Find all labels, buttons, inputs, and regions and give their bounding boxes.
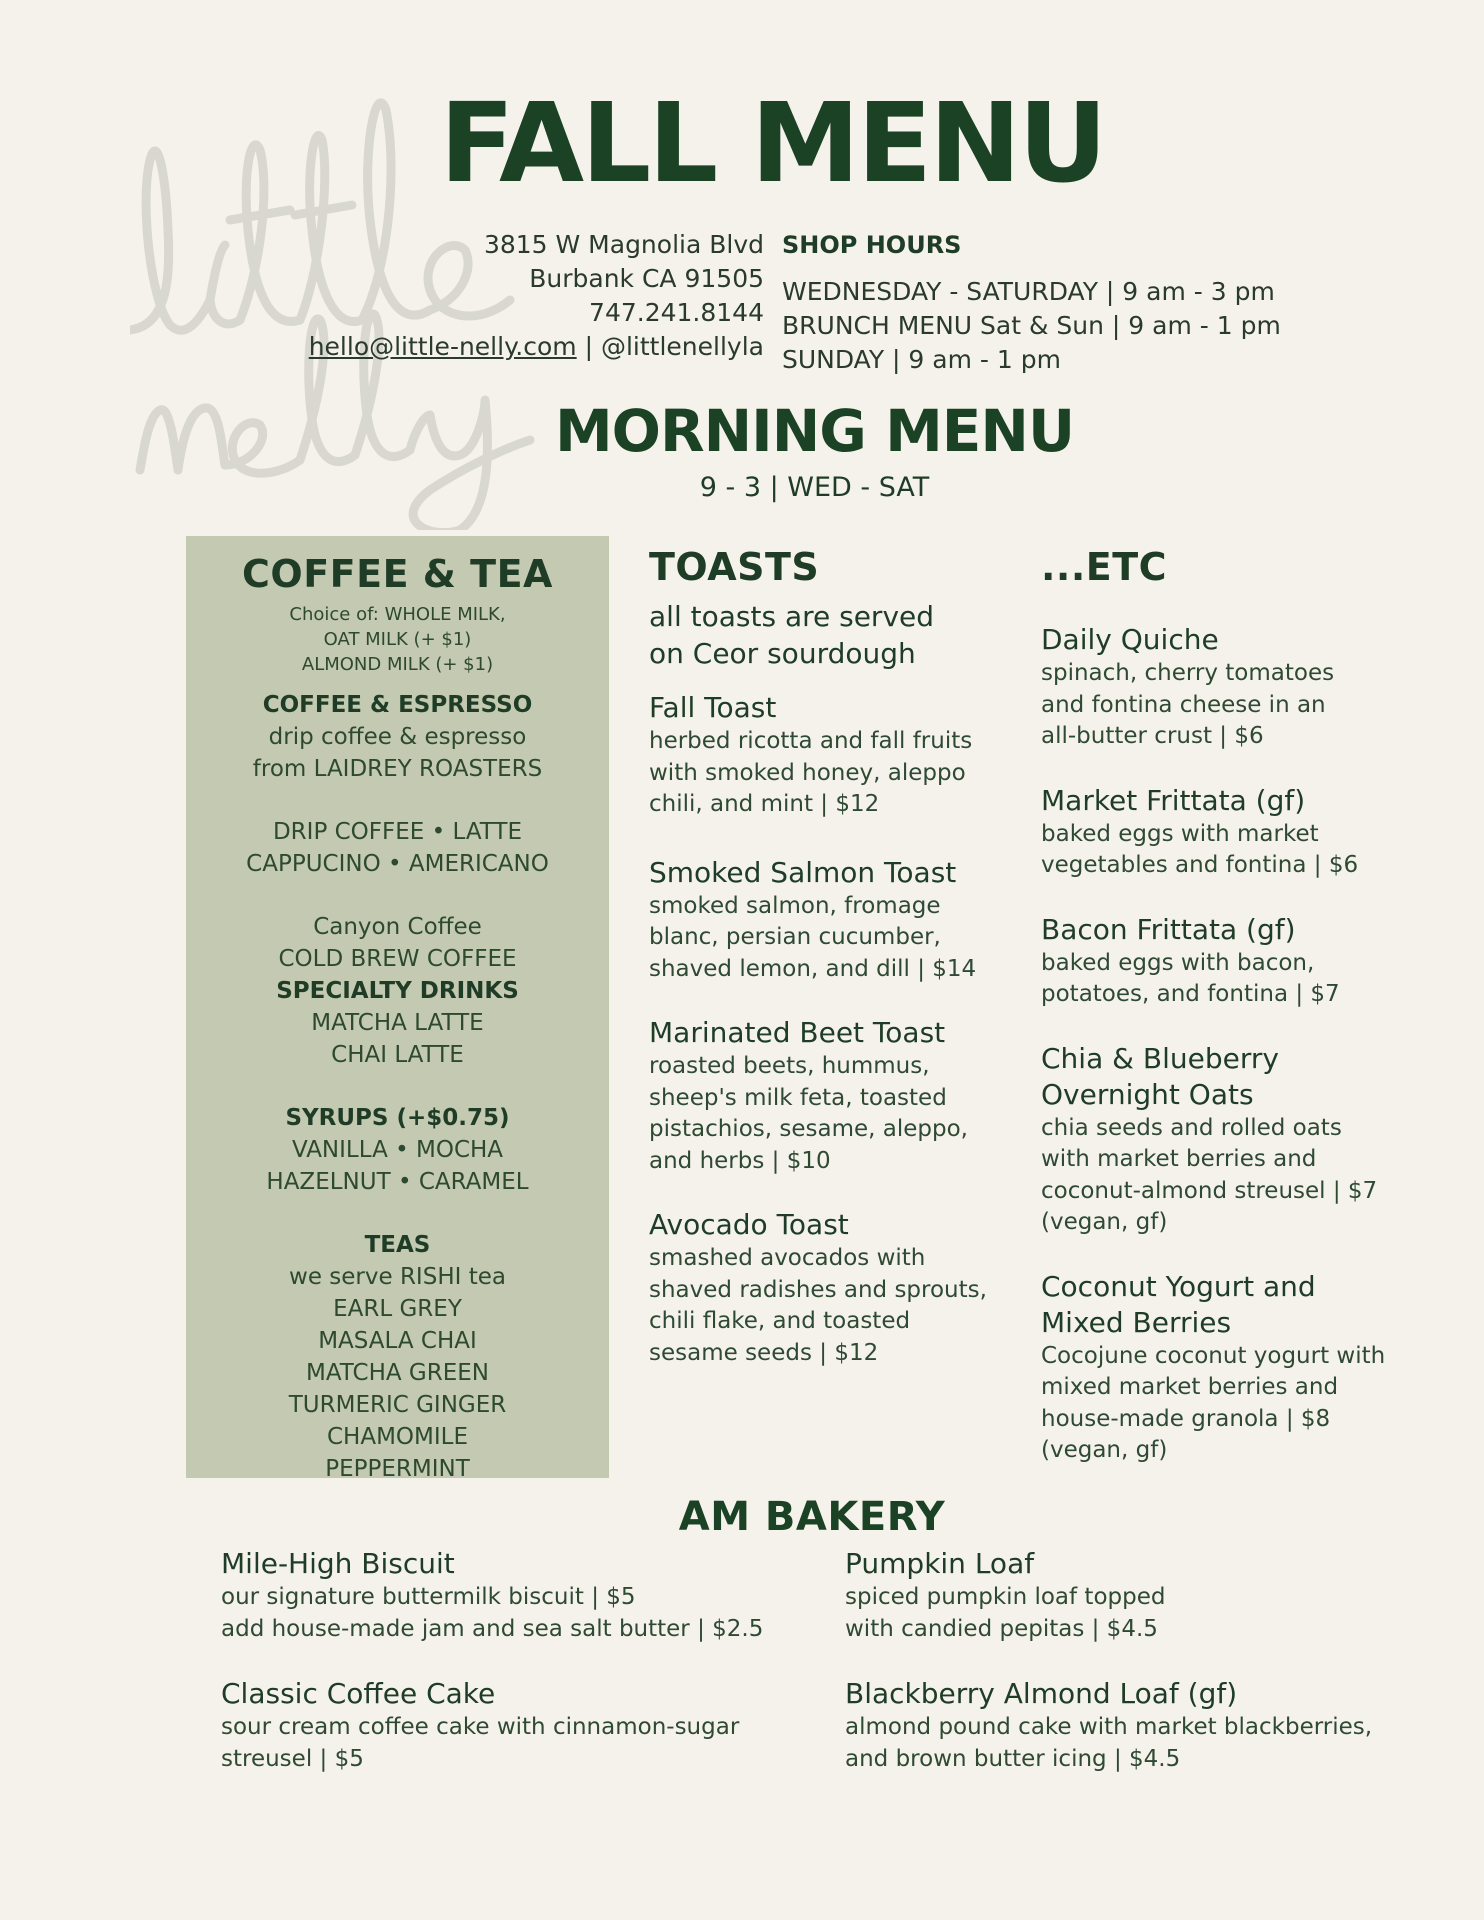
phone-number: 747.241.8144 bbox=[589, 298, 764, 327]
tea-line: MASALA CHAI bbox=[318, 1328, 477, 1354]
menu-item-pumpkin-loaf bbox=[845, 1546, 1425, 1645]
item-desc: Cocojune coconut yogurt with bbox=[1041, 1342, 1386, 1369]
specialty-line: MATCHA LATTE bbox=[311, 1010, 484, 1036]
separator: | bbox=[576, 332, 601, 361]
menu-item-smoked-salmon-toast bbox=[649, 855, 1019, 986]
item-desc: and brown butter icing | $4.5 bbox=[845, 1745, 1181, 1772]
syrups-line: HAZELNUT • CARAMEL bbox=[266, 1169, 529, 1195]
menu-item-overnight-oats bbox=[1041, 1041, 1421, 1239]
canyon-line: Canyon Coffee bbox=[313, 914, 482, 940]
tea-line: MATCHA GREEN bbox=[306, 1360, 489, 1386]
specialty-heading: SPECIALTY DRINKS bbox=[276, 978, 519, 1004]
toasts-subtitle-line: on Ceor sourdough bbox=[649, 637, 916, 670]
item-name: Fall Toast bbox=[649, 691, 777, 724]
item-desc: coconut-almond streusel | $7 bbox=[1041, 1177, 1378, 1204]
etc-heading: ...ETC bbox=[1041, 545, 1168, 589]
menu-item-market-frittata bbox=[1041, 783, 1421, 882]
item-name: Pumpkin Loaf bbox=[845, 1547, 1035, 1580]
bakery-heading: AM BAKERY bbox=[678, 1494, 946, 1540]
hours-line: WEDNESDAY - SATURDAY | 9 am - 3 pm bbox=[782, 277, 1275, 306]
milk-choice-line: OAT MILK (+ $1) bbox=[323, 629, 472, 650]
item-desc: sesame seeds | $12 bbox=[649, 1339, 879, 1366]
item-desc: roasted beets, hummus, bbox=[649, 1053, 930, 1079]
menu-item-marinated-beet-toast bbox=[649, 1015, 1019, 1177]
item-desc: sheep's milk feta, toasted bbox=[649, 1084, 947, 1111]
item-name: Mile-High Biscuit bbox=[221, 1547, 455, 1580]
item-desc: chili flake, and toasted bbox=[649, 1308, 911, 1334]
item-desc: house-made granola | $8 bbox=[1041, 1405, 1331, 1432]
tea-line: TURMERIC GINGER bbox=[288, 1392, 507, 1418]
item-name: Daily Quiche bbox=[1041, 623, 1219, 656]
toasts-heading: TOASTS bbox=[649, 545, 820, 589]
email-link[interactable]: hello@little-nelly.com bbox=[308, 332, 577, 361]
menu-item-avocado-toast bbox=[649, 1207, 1019, 1369]
item-desc: our signature buttermilk biscuit | $5 bbox=[221, 1584, 636, 1610]
coffee-tea-heading: COFFEE & TEA bbox=[242, 552, 553, 596]
social-handle: @littlenellyla bbox=[600, 332, 764, 361]
item-desc: add house-made jam and sea salt butter | $2.5 bbox=[221, 1615, 764, 1642]
item-desc: spinach, cherry tomatoes bbox=[1041, 660, 1335, 686]
item-desc: shaved radishes and sprouts, bbox=[649, 1276, 987, 1303]
espresso-line: drip coffee & espresso bbox=[268, 724, 527, 750]
etc-column bbox=[1041, 545, 1421, 1467]
hours-line: BRUNCH MENU Sat & Sun | 9 am - 1 pm bbox=[782, 311, 1281, 340]
canyon-line: COLD BREW COFFEE bbox=[278, 946, 517, 972]
item-desc: potatoes, and fontina | $7 bbox=[1041, 981, 1340, 1007]
item-desc: baked eggs with market bbox=[1041, 820, 1319, 847]
espresso-heading: COFFEE & ESPRESSO bbox=[262, 692, 533, 718]
morning-menu-subtitle: 9 - 3 | WED - SAT bbox=[699, 472, 930, 503]
menu-item-daily-quiche bbox=[1041, 622, 1421, 753]
shop-hours bbox=[782, 228, 1281, 377]
item-name: Smoked Salmon Toast bbox=[649, 855, 957, 889]
item-desc: all-butter crust | $6 bbox=[1041, 723, 1264, 749]
item-name: Chia & Blueberry bbox=[1041, 1041, 1279, 1075]
menu-item-coconut-yogurt bbox=[1041, 1269, 1421, 1467]
item-desc: baked eggs with bacon, bbox=[1041, 949, 1315, 976]
tea-line: we serve RISHI tea bbox=[289, 1264, 506, 1290]
coffee-tea-panel bbox=[186, 536, 609, 1482]
drinks-line: DRIP COFFEE • LATTE bbox=[272, 819, 523, 845]
item-desc: shaved lemon, and dill | $14 bbox=[649, 955, 977, 982]
item-desc: and fontina cheese in an bbox=[1041, 691, 1326, 718]
tea-line: EARL GREY bbox=[333, 1296, 462, 1322]
tea-line: CHAMOMILE bbox=[326, 1424, 468, 1450]
specialty-line: CHAI LATTE bbox=[331, 1042, 464, 1068]
item-name: Classic Coffee Cake bbox=[221, 1677, 496, 1710]
item-desc: streusel | $5 bbox=[221, 1745, 364, 1772]
toasts-subtitle-line: all toasts are served bbox=[649, 600, 935, 633]
shop-hours-heading: SHOP HOURS bbox=[782, 231, 962, 259]
menu-item-bacon-frittata bbox=[1041, 912, 1421, 1011]
address-line-1: 3815 W Magnolia Blvd bbox=[483, 230, 764, 259]
item-name: Blackberry Almond Loaf (gf) bbox=[845, 1677, 1238, 1710]
item-desc: (vegan, gf) bbox=[1041, 1209, 1168, 1235]
item-desc: with market berries and bbox=[1041, 1146, 1317, 1172]
toasts-subtitle bbox=[649, 598, 1019, 672]
item-name: Avocado Toast bbox=[649, 1208, 849, 1241]
page-title: FALL MENU bbox=[439, 79, 1105, 207]
item-desc: with candied pepitas | $4.5 bbox=[845, 1615, 1158, 1642]
menu-item-mile-high-biscuit bbox=[221, 1546, 801, 1645]
item-name: Coconut Yogurt and bbox=[1041, 1269, 1316, 1303]
item-name: Bacon Frittata (gf) bbox=[1041, 912, 1296, 946]
hours-line: SUNDAY | 9 am - 1 pm bbox=[782, 345, 1061, 374]
milk-choice-line: Choice of: WHOLE MILK, bbox=[289, 604, 506, 625]
item-desc: smoked salmon, fromage bbox=[649, 892, 941, 919]
item-name: Overnight Oats bbox=[1041, 1077, 1254, 1111]
item-desc: and herbs | $10 bbox=[649, 1147, 831, 1174]
morning-menu-title: MORNING MENU bbox=[554, 397, 1075, 465]
item-name: Marinated Beet Toast bbox=[649, 1016, 946, 1049]
menu-item-fall-toast bbox=[649, 690, 1019, 821]
address-line-2: Burbank CA 91505 bbox=[529, 264, 764, 293]
item-desc: chia seeds and rolled oats bbox=[1041, 1114, 1342, 1141]
item-desc: vegetables and fontina | $6 bbox=[1041, 852, 1359, 878]
toasts-column bbox=[649, 545, 1019, 1369]
email-social-line bbox=[309, 330, 764, 364]
syrups-line: VANILLA • MOCHA bbox=[291, 1137, 504, 1163]
syrups-heading: SYRUPS (+$0.75) bbox=[285, 1105, 510, 1131]
item-name: Mixed Berries bbox=[1041, 1305, 1232, 1339]
milk-choice bbox=[186, 602, 609, 677]
item-desc: chili, and mint | $12 bbox=[649, 791, 880, 817]
item-name: Market Frittata (gf) bbox=[1041, 783, 1306, 817]
item-desc: almond pound cake with market blackberries, bbox=[845, 1714, 1373, 1740]
espresso-line: from LAIDREY ROASTERS bbox=[252, 756, 543, 782]
item-desc: (vegan, gf) bbox=[1041, 1437, 1168, 1463]
item-desc: herbed ricotta and fall fruits bbox=[649, 728, 973, 754]
contact-block bbox=[309, 228, 764, 364]
item-desc: sour cream coffee cake with cinnamon-sugar bbox=[221, 1714, 740, 1740]
menu-item-blackberry-almond-loaf bbox=[845, 1676, 1425, 1775]
drinks-line: CAPPUCINO • AMERICANO bbox=[246, 851, 549, 877]
milk-choice-line: ALMOND MILK (+ $1) bbox=[301, 654, 494, 675]
item-desc: blanc, persian cucumber, bbox=[649, 924, 941, 950]
item-desc: smashed avocados with bbox=[649, 1245, 926, 1271]
item-desc: mixed market berries and bbox=[1041, 1374, 1339, 1400]
tea-line: PEPPERMINT bbox=[325, 1456, 470, 1482]
menu-item-classic-coffee-cake bbox=[221, 1676, 801, 1775]
item-desc: with smoked honey, aleppo bbox=[649, 759, 966, 786]
teas-heading: TEAS bbox=[364, 1232, 431, 1258]
item-desc: pistachios, sesame, aleppo, bbox=[649, 1116, 968, 1142]
item-desc: spiced pumpkin loaf topped bbox=[845, 1584, 1166, 1610]
